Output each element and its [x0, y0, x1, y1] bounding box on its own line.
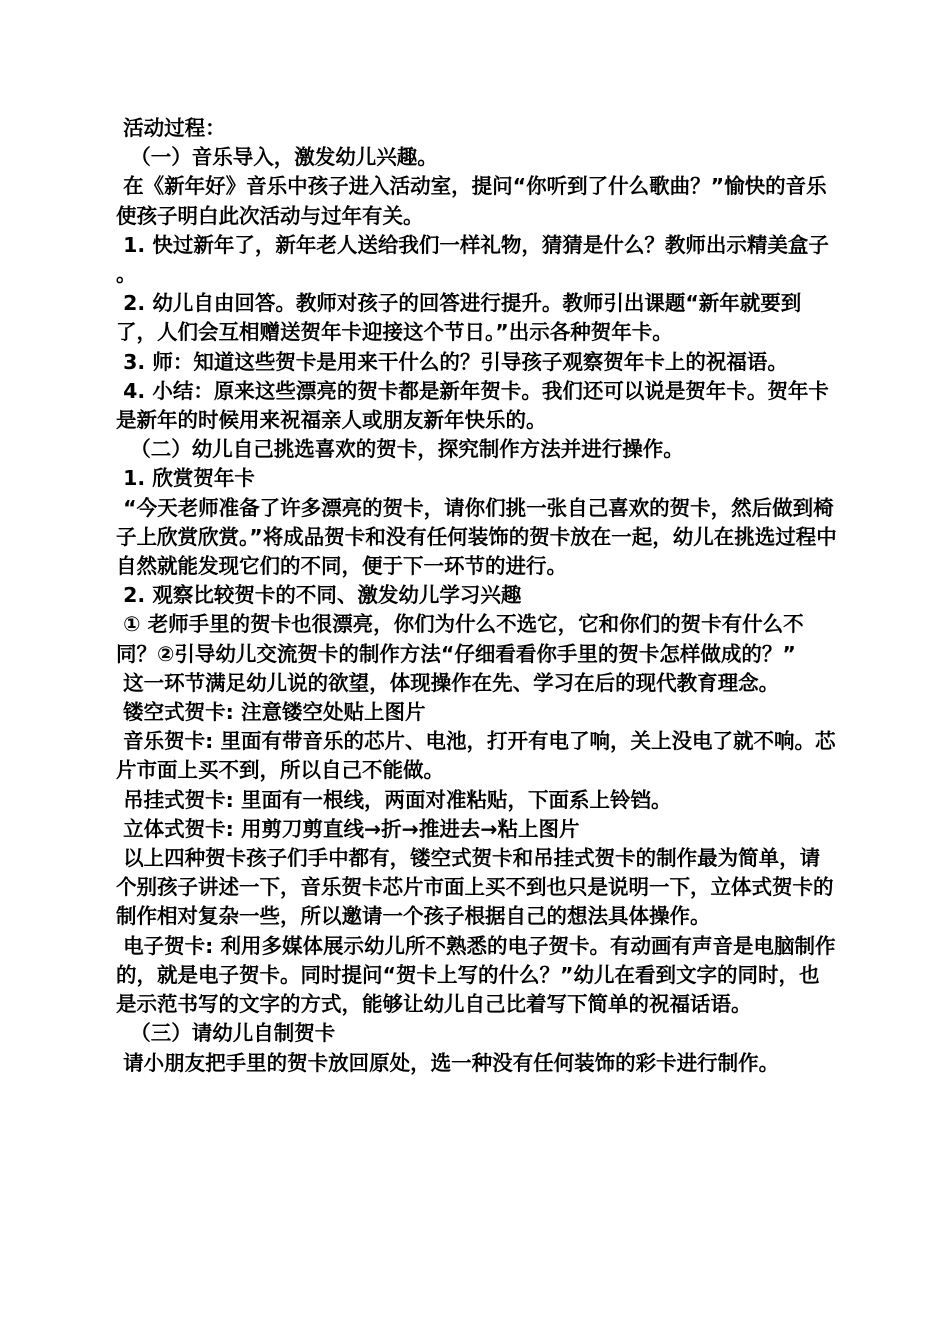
step-1: 1. 快过新年了，新年老人送给我们一样礼物，猜猜是什么？教师出示精美盒子 。 — [116, 232, 836, 287]
sub-step-2-heading: 2. 观察比较贺卡的不同、激发幼儿学习兴趣 — [116, 583, 522, 608]
card-type-music: 音乐贺卡: 里面有带音乐的芯片、电池，打开有电了响，关上没电了就不响。芯片市面上买不到，所以自己不能做。 — [116, 729, 836, 783]
section-one-heading: （一）音乐导入，激发幼儿兴趣。 — [116, 145, 438, 170]
card-type-hollow: 镂空式贺卡: 注意镂空处贴上图片 — [116, 700, 426, 725]
paragraph-compare: ① 老师手里的贺卡也很漂亮，你们为什么不选它，它和你们的贺卡有什么不同？②引导幼儿交流贺卡的制作方法“仔细看看你手里的贺卡怎样做成的？” — [116, 612, 804, 666]
step-3: 3. 师：知道这些贺卡是用来干什么的？引导孩子观察贺年卡上的祝福语。 — [116, 349, 788, 374]
paragraph-make: 请小朋友把手里的贺卡放回原处，选一种没有任何装饰的彩卡进行制作。 — [116, 1050, 780, 1075]
section-two-heading: （二）幼儿自己挑选喜欢的贺卡，探究制作方法并进行操作。 — [116, 437, 684, 462]
section-three-heading: （三）请幼儿自制贺卡 — [116, 1021, 336, 1046]
sub-step-1-heading: 1. 欣赏贺年卡 — [116, 466, 255, 491]
step-4: 4. 小结：原来这些漂亮的贺卡都是新年贺卡。我们还可以说是贺年卡。贺年卡是新年的时候用来祝福亲人或朋友新年快乐的。 — [116, 378, 829, 433]
process-heading: 活动过程： — [116, 116, 226, 140]
paragraph-intro: 在《新年好》音乐中孩子进入活动室，提问“你听到了什么歌曲？”愉快的音乐使孩子明白此次活动与过年有关。 — [116, 174, 827, 228]
paragraph-concept: 这一环节满足幼儿说的欲望，体现操作在先、学习在后的现代教育理念。 — [116, 670, 780, 695]
document-body — [116, 114, 838, 1078]
card-type-popup: 立体式贺卡: 用剪刀剪直线→折→推进去→粘上图片 — [116, 816, 580, 841]
paragraph-appreciate: “今天老师准备了许多漂亮的贺卡，请你们挑一张自己喜欢的贺卡，然后做到椅子上欣赏欣赏。”将成品贺卡和没有任何装饰的贺卡放在一起，幼儿在挑选过程中自然就能发现它们的不同，便于下一环节的进行。 — [116, 495, 837, 579]
step-2: 2. 幼儿自由回答。教师对孩子的回答进行提升。教师引出课题“新年就要到了，人们会互相赠送贺年卡迎接这个节日。”出示各种贺年卡。 — [116, 291, 802, 345]
card-type-electronic: 电子贺卡: 利用多媒体展示幼儿所不熟悉的电子贺卡。有动画有声音是电脑制作的，就是电子贺卡。同时提问“贺卡上写的什么？”幼儿在看到文字的同时，也是示范书写的文字的方式，能够让幼儿自己比着写下简单的祝福话语。 — [116, 933, 836, 1017]
card-type-hanging: 吊挂式贺卡: 里面有一根线，两面对准粘贴，下面系上铃铛。 — [116, 787, 672, 812]
paragraph-summary: 以上四种贺卡孩子们手中都有，镂空式贺卡和吊挂式贺卡的制作最为简单，请个别孩子讲述一下，音乐贺卡芯片市面上买不到也只是说明一下，立体式贺卡的制作相对复杂一些，所以邀请一个孩子根据自己的想法具体操作。 — [116, 846, 834, 929]
